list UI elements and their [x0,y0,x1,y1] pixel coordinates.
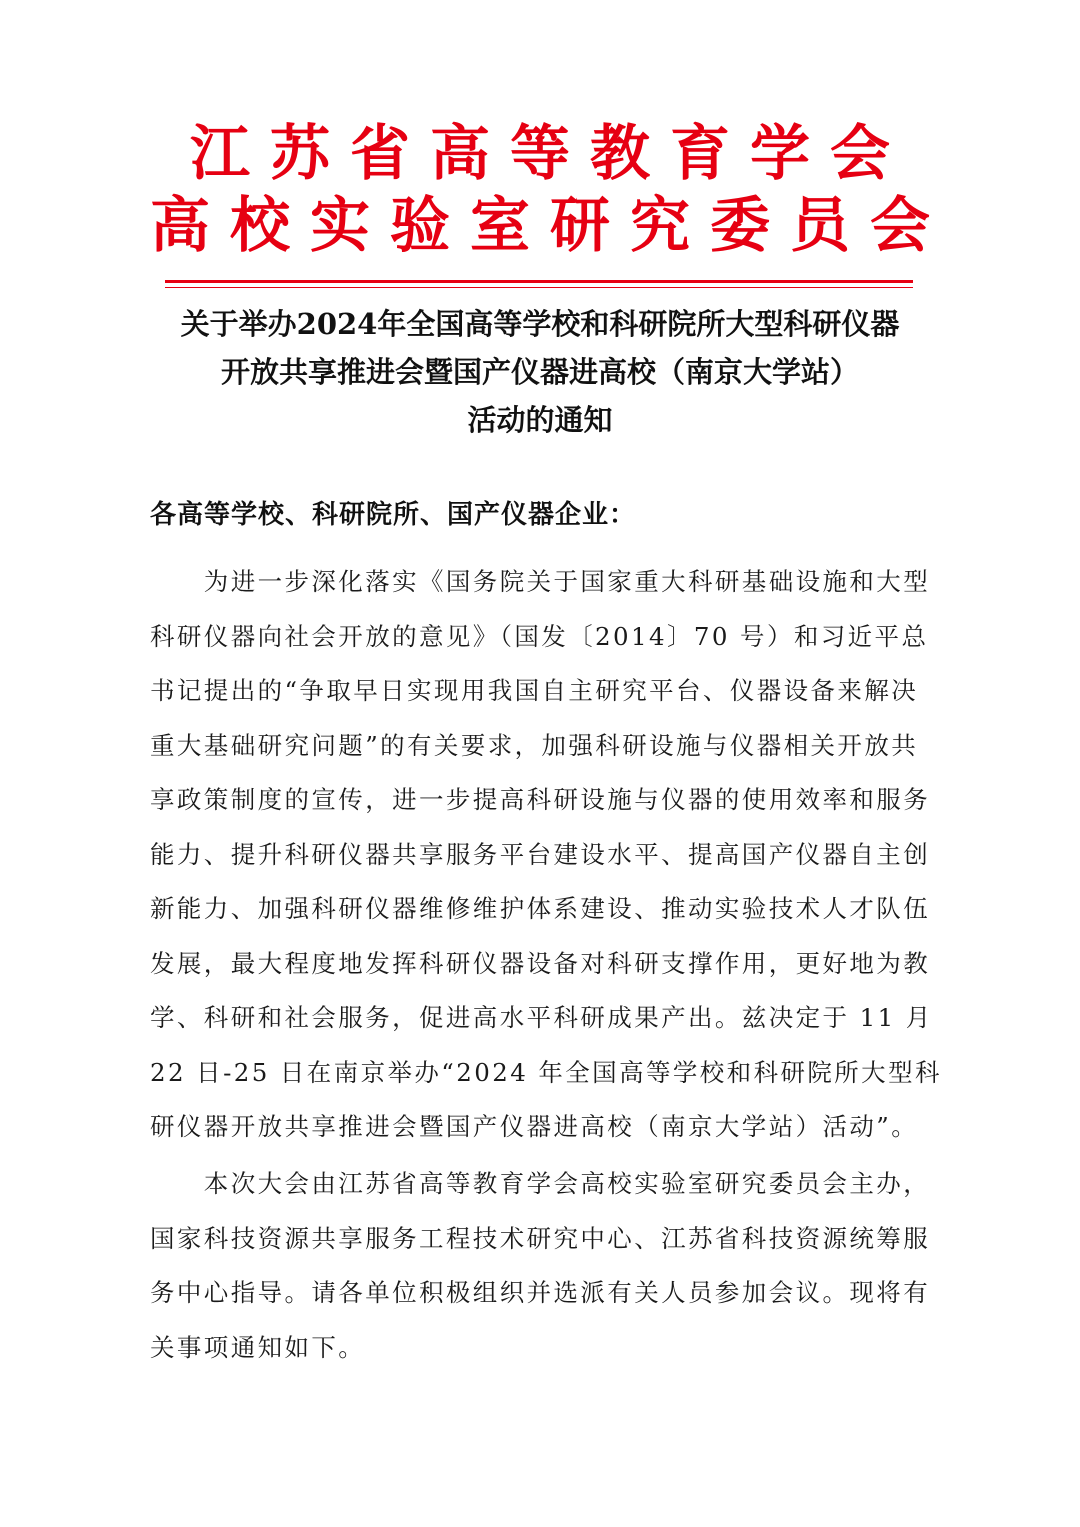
letterhead-org-line-2: 高校实验室研究委员会 [150,191,950,261]
letterhead-org-line-1: 江苏省高等教育学会 [190,119,910,189]
document-title [0,300,1080,444]
paragraph-line: 国家科技资源共享服务工程技术研究中心、江苏省科技资源统筹服 [150,1223,931,1253]
paragraph-line: 22 日-25 日在南京举办“2024 年全国高等学校和科研院所大型科 [150,1057,942,1087]
paragraph-line: 书记提出的“争取早日实现用我国自主研究平台、仪器设备来解决 [150,676,919,705]
paragraph-line: 发展，最大程度地发挥科研仪器设备对科研支撑作用，更好地为教 [150,948,931,978]
paragraph-line: 研仪器开放共享推进会暨国产仪器进高校（南京大学站）活动”。 [150,1112,919,1141]
title-line-1: 关于举办2024年全国高等学校和科研院所大型科研仪器 [180,307,900,341]
letterhead-divider-thick [165,280,913,283]
salutation: 各高等学校、科研院所、国产仪器企业： [150,500,637,530]
paragraph-line: 务中心指导。请各单位积极组织并选派有关人员参加会议。现将有 [150,1278,931,1307]
paragraph-line: 科研仪器向社会开放的意见》（国发〔2014〕70 号）和习近平总 [150,621,929,651]
paragraph-1 [150,555,940,1155]
paragraph-line: 重大基础研究问题”的有关要求，加强科研设施与仪器相关开放共 [150,730,919,760]
title-line-2: 开放共享推进会暨国产仪器进高校（南京大学站） [220,355,859,389]
paragraph-line: 本次大会由江苏省高等教育学会高校实验室研究委员会主办， [150,1169,931,1198]
paragraph-line: 能力、提升科研仪器共享服务平台建设水平、提高国产仪器自主创 [150,839,931,869]
letterhead-divider-thin [165,287,913,288]
paragraph-line: 关事项通知如下。 [150,1332,366,1362]
title-line-3: 活动的通知 [467,403,613,437]
paragraph-2 [150,1157,940,1375]
paragraph-line: 为进一步深化落实《国务院关于国家重大科研基础设施和大型 [150,567,931,596]
paragraph-line: 享政策制度的宣传，进一步提高科研设施与仪器的使用效率和服务 [150,785,931,814]
letterhead [0,118,1080,262]
paragraph-line: 新能力、加强科研仪器维修维护体系建设、推动实验技术人才队伍 [150,894,931,923]
paragraph-line: 学、科研和社会服务，促进高水平科研成果产出。兹决定于 11 月 [150,1003,933,1032]
